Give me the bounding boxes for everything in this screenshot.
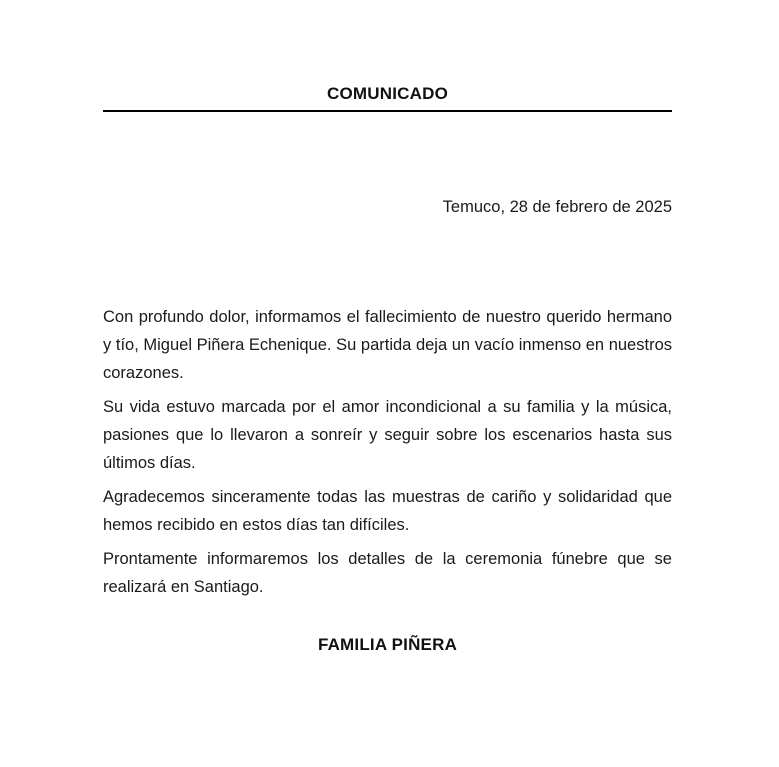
document-title: COMUNICADO bbox=[327, 84, 448, 103]
paragraph-ceremony: Prontamente informaremos los detalles de la ceremonia fúnebre que se realizará en Santiago. bbox=[103, 550, 672, 596]
signature: FAMILIA PIÑERA bbox=[317, 635, 458, 654]
paragraph-life: Su vida estuvo marcada por el amor incondicional a su familia y la música, pasiones que lo llevaron a sonreír y seguir sobre los escenarios hasta sus últimos días. bbox=[103, 398, 672, 472]
document-content bbox=[103, 0, 672, 654]
paragraph-announcement: Con profundo dolor, informamos el fallecimiento de nuestro querido hermano y tío, Miguel Piñera Echenique. Su partida deja un vacío inmenso en nuestros corazones. bbox=[103, 308, 672, 382]
document-body bbox=[103, 303, 672, 601]
title-divider-rule bbox=[103, 110, 672, 112]
paragraph-thanks: Agradecemos sinceramente todas las muestras de cariño y solidaridad que hemos recibido en estos días tan difíciles. bbox=[103, 488, 672, 534]
dateline: Temuco, 28 de febrero de 2025 bbox=[442, 198, 672, 216]
